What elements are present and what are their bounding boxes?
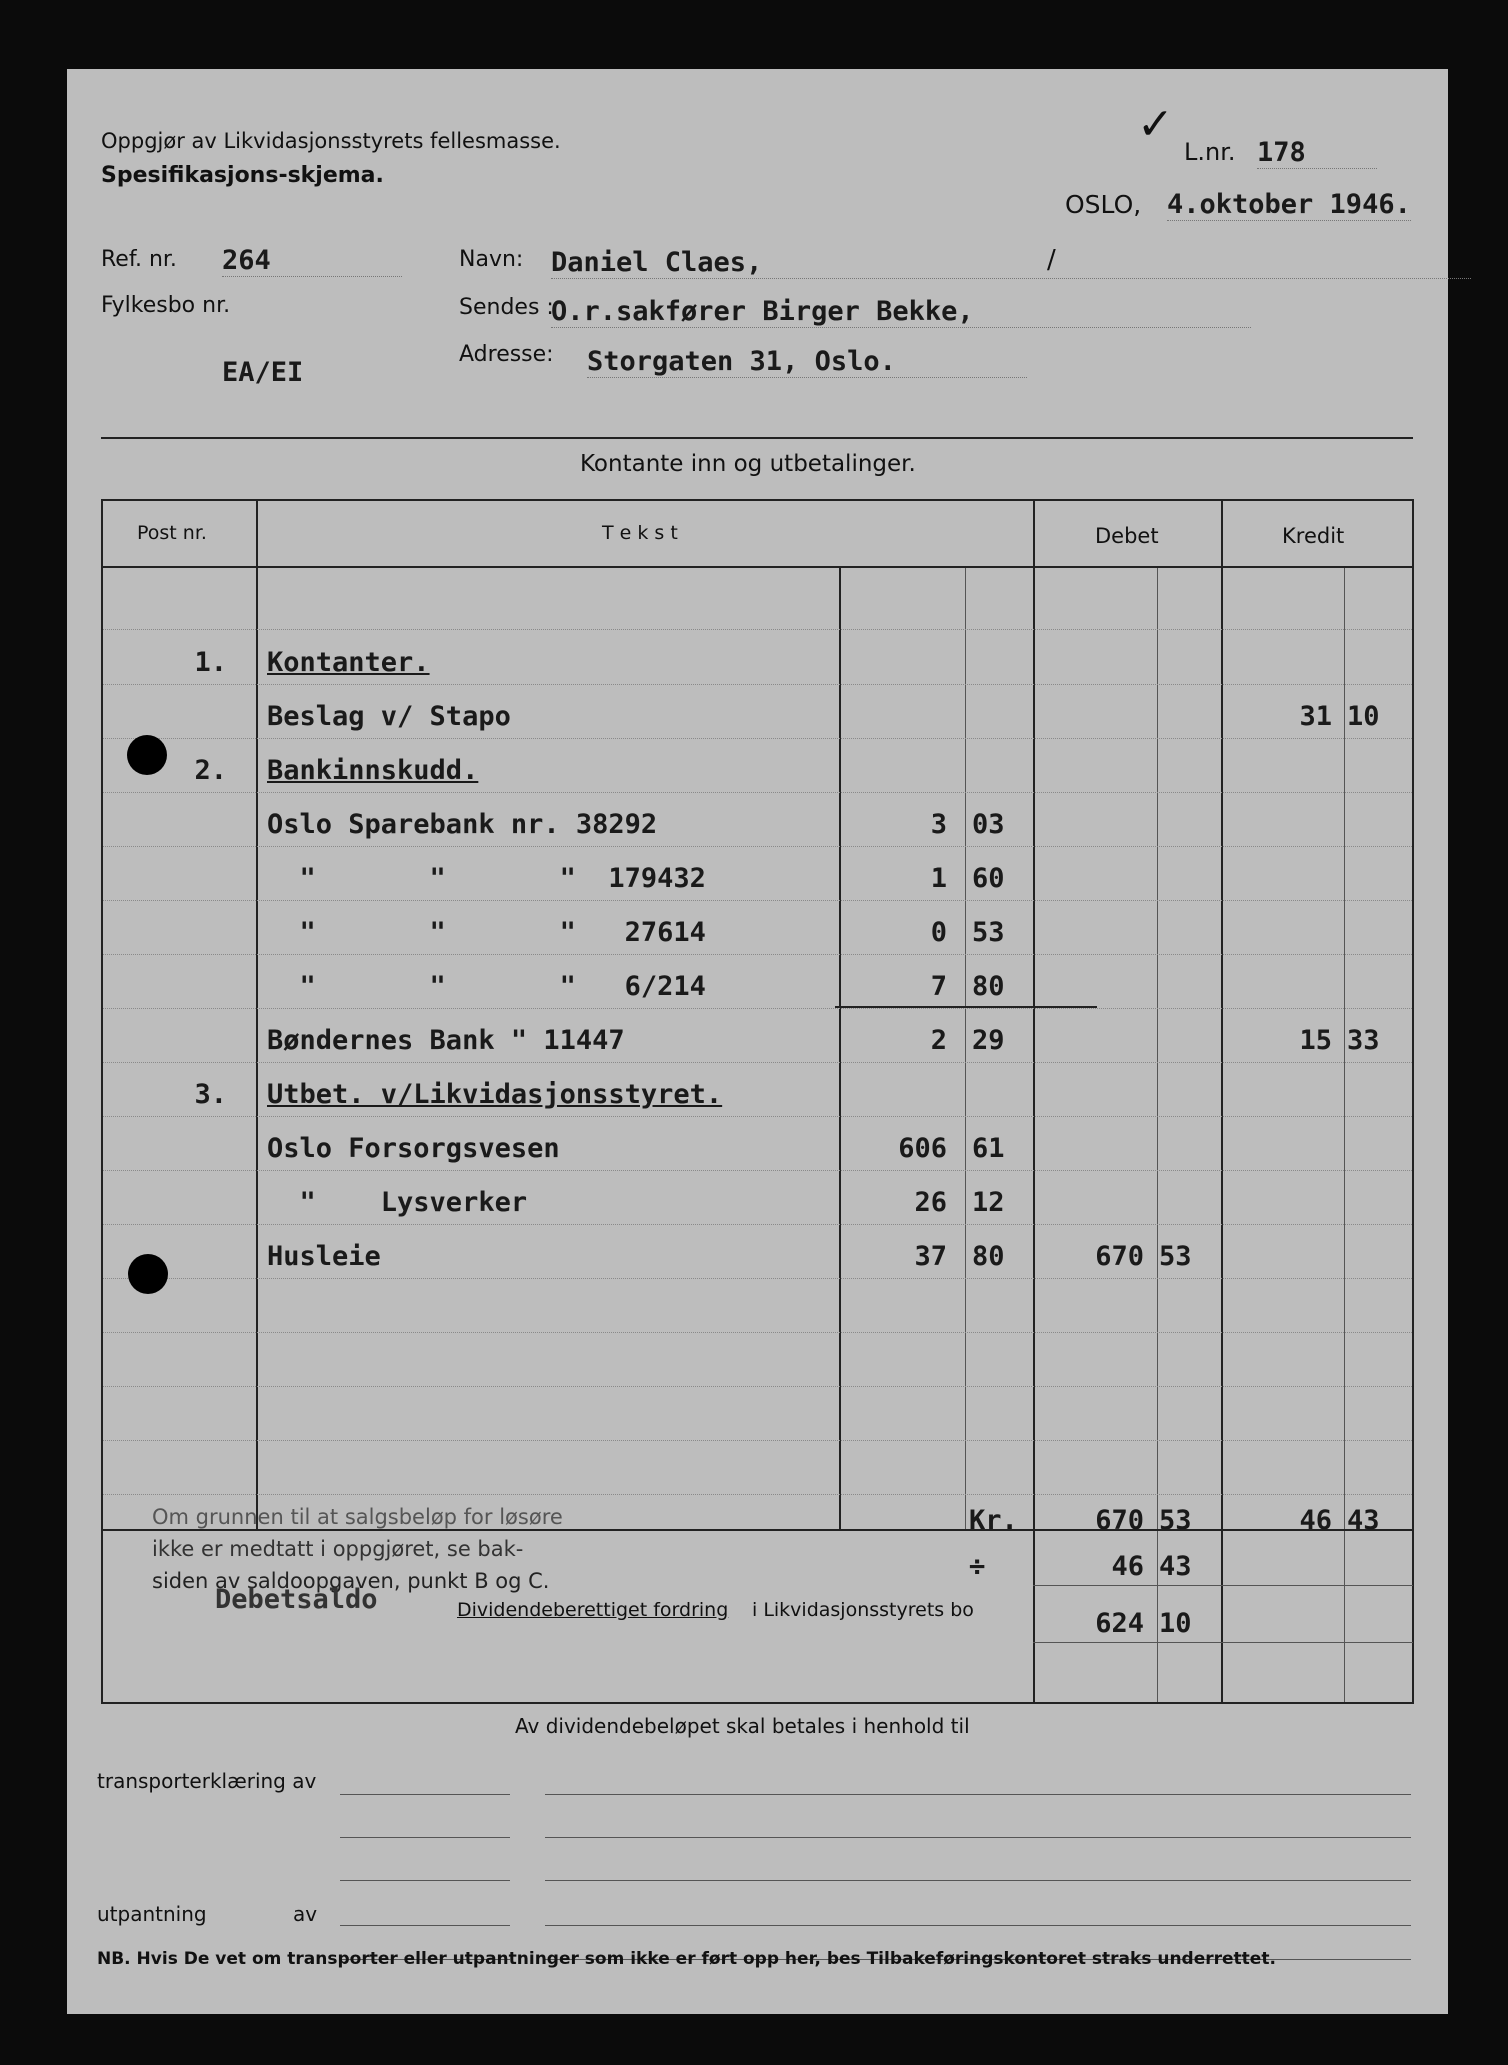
row-text: Utbet. v/Likvidasjonsstyret. — [267, 1079, 723, 1110]
sum-debet-kr: 670 — [1095, 1505, 1144, 1536]
row-amount-ore: 80 — [972, 971, 1005, 1002]
punch-hole — [128, 1254, 168, 1294]
row-amount-kr: 37 — [914, 1241, 947, 1272]
sendes-label: Sendes : — [459, 295, 554, 320]
col-divider-debet — [1033, 499, 1035, 1704]
row-amount-ore: 53 — [972, 917, 1005, 948]
lnr-value: 178 — [1257, 137, 1377, 169]
saldo-ore: 10 — [1159, 1608, 1192, 1639]
sum-kredit-ore: 43 — [1347, 1505, 1380, 1536]
signature-line-short — [340, 1794, 510, 1795]
row-amount-ore: 80 — [972, 1241, 1005, 1272]
row-amount-ore: 60 — [972, 863, 1005, 894]
sum-rule-1 — [1033, 1585, 1413, 1586]
note-line-1: Om grunnen til at salgsbeløp for løsøre — [152, 1505, 563, 1529]
row-post-number: 3. — [194, 1079, 227, 1110]
row-text: " Lysverker — [267, 1187, 528, 1218]
table-body-bottom — [101, 1529, 1414, 1531]
table-top-border — [101, 499, 1414, 501]
signature-line-short — [340, 1925, 510, 1926]
row-amount-kr: 606 — [898, 1133, 947, 1164]
row-amount-kr: 26 — [914, 1187, 947, 1218]
initials: EA/EI — [222, 357, 304, 388]
sum-rule-2 — [1033, 1642, 1413, 1643]
dividende-label: Dividendeberettiget fordring — [457, 1599, 729, 1621]
signature-line-long — [545, 1880, 1411, 1881]
header-debet: Debet — [1095, 524, 1159, 548]
signature-line-long — [545, 1794, 1411, 1795]
place-label: OSLO, — [1065, 190, 1142, 219]
col-divider-amount-ore — [965, 568, 966, 1529]
nb-note: NB. Hvis De vet om transporter eller utpantninger som ikke er ført opp her, bes Tilbakeføringskontoret straks underrettet. — [97, 1949, 1276, 1969]
row-amount-kr: 0 — [930, 917, 947, 948]
punch-hole — [127, 735, 167, 775]
saldo-kr: 624 — [1095, 1608, 1144, 1639]
header-line-1: Oppgjør av Likvidasjonsstyrets fellesmasse. — [101, 129, 561, 153]
dividende-suffix: i Likvidasjonsstyrets bo — [752, 1599, 974, 1621]
kr-label: Kr. — [969, 1505, 1018, 1536]
col-divider-post — [256, 499, 258, 1529]
pen-stroke: / — [1047, 245, 1056, 275]
section-title: Kontante inn og utbetalinger. — [580, 451, 916, 477]
table-left-border — [101, 499, 103, 1704]
adresse-value: Storgaten 31, Oslo. — [587, 346, 1027, 378]
header-tekst: T e k s t — [602, 522, 678, 544]
signature-line-long — [545, 1837, 1411, 1838]
note-line-2: ikke er medtatt i oppgjøret, se bak- — [152, 1537, 524, 1561]
row-kredit-kr: 15 — [1299, 1025, 1332, 1056]
navn-label: Navn: — [459, 247, 524, 272]
row-amount-kr: 7 — [930, 971, 947, 1002]
col-divider-amount — [839, 568, 841, 1529]
header-kredit: Kredit — [1282, 524, 1345, 548]
table-bottom-border — [101, 1702, 1414, 1704]
header-post: Post nr. — [137, 522, 207, 544]
fylkesbo-label: Fylkesbo nr. — [101, 293, 231, 318]
signature-line-short — [340, 1837, 510, 1838]
document-date: 4.oktober 1946. — [1167, 189, 1411, 220]
row-amount-ore: 03 — [972, 809, 1005, 840]
row-text: " " " 6/214 — [267, 971, 706, 1002]
row-kredit-ore: 33 — [1347, 1025, 1380, 1056]
row-kredit-ore: 10 — [1347, 701, 1380, 732]
row-amount-ore: 61 — [972, 1133, 1005, 1164]
debetsaldo-label: Debetsaldo — [215, 1584, 378, 1615]
row-text: Oslo Sparebank nr. 38292 — [267, 809, 658, 840]
transport-label: transporterklæring av — [97, 1769, 317, 1793]
row-kredit-kr: 31 — [1299, 701, 1332, 732]
section-rule — [101, 437, 1413, 439]
row-text: Kontanter. — [267, 647, 430, 678]
utpantning-label: utpantning — [97, 1902, 207, 1926]
row-text: Husleie — [267, 1241, 381, 1272]
signature-line-short — [340, 1880, 510, 1881]
header-bottom-border — [101, 566, 1414, 568]
minus-sign: ÷ — [969, 1551, 986, 1582]
sum-debet-ore: 53 — [1159, 1505, 1192, 1536]
ref-value: 264 — [222, 245, 402, 277]
header-line-2: Spesifikasjons-skjema. — [101, 163, 384, 188]
av-dividende-text: Av dividendebeløpet skal betales i henhold til — [515, 1714, 970, 1738]
lnr-label: L.nr. — [1184, 138, 1236, 166]
sum-kredit-kr: 46 — [1299, 1505, 1332, 1536]
row-text: " " " 179432 — [267, 863, 706, 894]
row-text: " " " 27614 — [267, 917, 706, 948]
sendes-value: O.r.sakfører Birger Bekke, — [551, 296, 1251, 328]
row-amount-kr: 3 — [930, 809, 947, 840]
row-text: Oslo Forsorgsvesen — [267, 1133, 560, 1164]
signature-line-long — [545, 1925, 1411, 1926]
row-post-number: 1. — [194, 647, 227, 678]
minus-kr: 46 — [1111, 1551, 1144, 1582]
row-amount-kr: 1 — [930, 863, 947, 894]
minus-ore: 43 — [1159, 1551, 1192, 1582]
row-text: Bankinnskudd. — [267, 755, 479, 786]
document-page — [67, 69, 1448, 2014]
row-text: Beslag v/ Stapo — [267, 701, 511, 732]
col-divider-kredit — [1221, 499, 1223, 1704]
row-amount-kr: 2 — [930, 1025, 947, 1056]
check-mark: ✓ — [1137, 99, 1174, 150]
ref-label: Ref. nr. — [101, 247, 177, 272]
row-text: Bøndernes Bank " 11447 — [267, 1025, 625, 1056]
av-label: av — [293, 1902, 318, 1926]
row-debet-kr: 670 — [1095, 1241, 1144, 1272]
row-post-number: 2. — [194, 755, 227, 786]
navn-value: Daniel Claes, — [551, 247, 1471, 279]
row-debet-ore: 53 — [1159, 1241, 1192, 1272]
row-amount-ore: 12 — [972, 1187, 1005, 1218]
adresse-label: Adresse: — [459, 342, 554, 367]
table-right-border — [1412, 499, 1414, 1704]
note-line-3: siden av saldoopgaven, punkt B og C. — [152, 1569, 550, 1593]
row-amount-ore: 29 — [972, 1025, 1005, 1056]
